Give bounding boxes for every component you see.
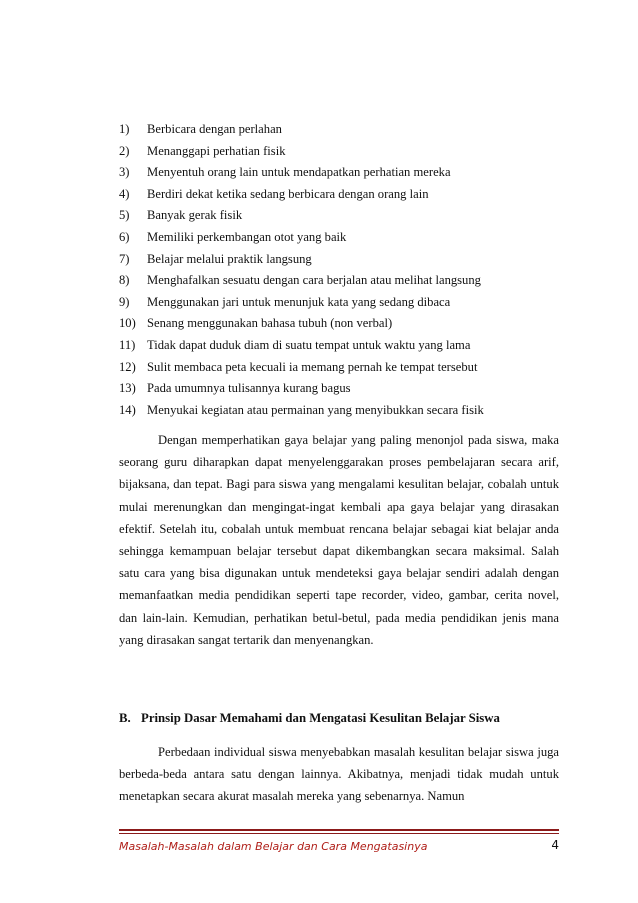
list-number: 1) bbox=[119, 122, 130, 136]
list-text: Menyentuh orang lain untuk mendapatkan perhatian mereka bbox=[147, 165, 451, 180]
page-number: 4 bbox=[551, 838, 559, 852]
list-item bbox=[119, 184, 559, 206]
list-item bbox=[119, 227, 559, 249]
list-number: 12) bbox=[119, 359, 136, 374]
list-item bbox=[119, 357, 559, 379]
section-title: Prinsip Dasar Memahami dan Mengatasi Kesulitan Belajar Siswa bbox=[141, 711, 500, 725]
list-text: Berdiri dekat ketika sedang berbicara dengan orang lain bbox=[147, 186, 429, 201]
list-text: Memiliki perkembangan otot yang baik bbox=[147, 229, 347, 244]
list-item bbox=[119, 162, 559, 184]
list-number: 8) bbox=[119, 273, 130, 288]
list-number: 4) bbox=[119, 186, 130, 201]
list-number: 5) bbox=[119, 208, 130, 223]
list-number: 7) bbox=[119, 251, 130, 266]
list-text: Menanggapi perhatian fisik bbox=[147, 143, 286, 158]
list-text: Tidak dapat duduk diam di suatu tempat untuk waktu yang lama bbox=[147, 337, 471, 352]
list-item bbox=[119, 141, 559, 163]
list-item bbox=[119, 313, 559, 335]
list-item bbox=[119, 270, 559, 292]
list-text: Belajar melalui praktik langsung bbox=[147, 251, 312, 266]
list-text: Banyak gerak fisik bbox=[147, 208, 243, 223]
footer-rule-thin bbox=[119, 833, 559, 834]
list-text: Menggunakan jari untuk menunjuk kata yang sedang dibaca bbox=[147, 294, 451, 309]
numbered-list bbox=[119, 119, 559, 421]
list-number: 3) bbox=[119, 165, 130, 180]
list-number: 14) bbox=[119, 402, 136, 417]
list-item bbox=[119, 400, 559, 422]
list-item bbox=[119, 292, 559, 314]
list-item bbox=[119, 249, 559, 271]
list-number: 13) bbox=[119, 381, 136, 396]
list-number: 6) bbox=[119, 229, 130, 244]
list-number: 10) bbox=[119, 316, 136, 331]
list-item bbox=[119, 335, 559, 357]
list-item bbox=[119, 205, 559, 227]
section-heading bbox=[119, 711, 500, 726]
list-text: Sulit membaca peta kecuali ia memang pernah ke tempat tersebut bbox=[147, 359, 478, 374]
footer-title: Masalah-Masalah dalam Belajar dan Cara Mengatasinya bbox=[119, 840, 428, 853]
list-text: Berbicara dengan perlahan bbox=[147, 122, 282, 136]
list-text: Senang menggunakan bahasa tubuh (non verbal) bbox=[147, 316, 393, 331]
body-paragraph: Dengan memperhatikan gaya belajar yang paling menonjol pada siswa, maka seorang guru diharapkan dapat menyelenggarakan proses pembelajaran secara arif, bijaksana, dan tepat. Bagi para siswa yang mengalami kesulitan belajar, cobalah untuk mulai merenungkan dan mengingat-ingat kembali apa gaya belajar yang dirasakan efektif. Setelah itu, cobalah untuk membuat rencana belajar sebagai kiat belajar anda sehingga kemampuan belajar tersebut dapat dikembangkan secara maksimal. Salah satu cara yang bisa digunakan untuk mendeteksi gaya belajar sendiri adalah dengan memanfaatkan media pendidikan seperti tape recorder, video, gambar, cerita novel, dan lain-lain. Kemudian, perhatikan betul-betul, pada media pendidikan jenis mana yang dirasakan sangat tertarik dan menyenangkan. bbox=[119, 433, 559, 647]
section-letter: B. bbox=[119, 711, 131, 725]
list-text: Menyukai kegiatan atau permainan yang menyibukkan secara fisik bbox=[147, 402, 484, 417]
list-text: Menghafalkan sesuatu dengan cara berjalan atau melihat langsung bbox=[147, 273, 481, 288]
list-number: 11) bbox=[119, 337, 136, 352]
list-item bbox=[119, 378, 559, 400]
list-number: 2) bbox=[119, 143, 130, 158]
body-paragraph: Perbedaan individual siswa menyebabkan masalah kesulitan belajar siswa juga berbeda-beda antara satu dengan lainnya. Akibatnya, menjadi tidak mudah untuk menetapkan secara akurat masalah mereka yang sebenarnya. Namun bbox=[119, 745, 559, 804]
list-text: Pada umumnya tulisannya kurang bagus bbox=[147, 381, 351, 396]
list-item bbox=[119, 119, 559, 141]
footer-rule-thick bbox=[119, 829, 559, 831]
list-number: 9) bbox=[119, 294, 130, 309]
